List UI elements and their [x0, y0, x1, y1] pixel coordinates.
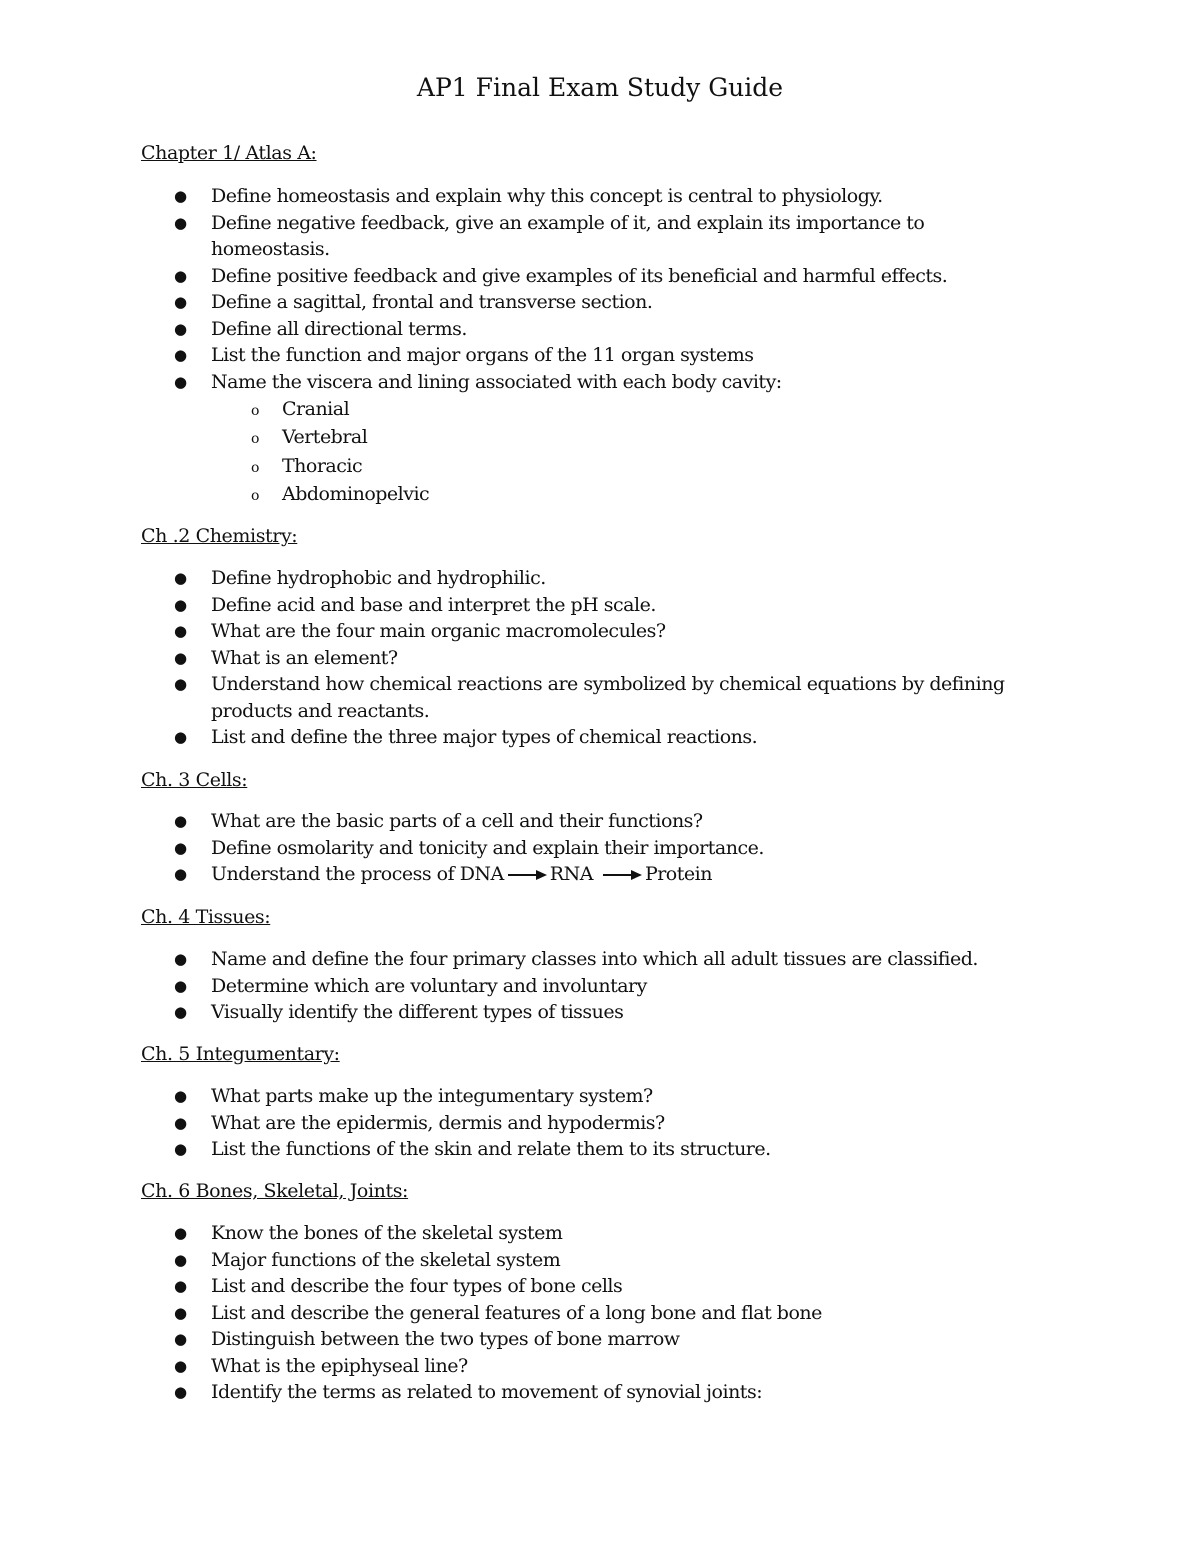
bullet-icon: ●	[174, 293, 187, 311]
bullet-icon: ●	[174, 569, 187, 587]
bullet-icon: ●	[174, 266, 187, 285]
bullet-list	[0, 565, 1200, 751]
section-heading: Ch. 5 Integumentary:	[141, 1043, 340, 1065]
list-item: ● What are the epidermis, dermis and hypodermis?	[0, 1110, 1041, 1137]
list-item: ● Distinguish between the two types of bone marrow	[0, 1326, 1041, 1353]
list-item: ● What are the basic parts of a cell and their functions?	[0, 808, 1041, 835]
bullet-icon: ●	[174, 1330, 187, 1348]
bullet-icon: ●	[174, 1087, 187, 1105]
bullet-icon: ●	[174, 622, 187, 640]
list-item-flow: ● Understand the process of DNA RNA Protein	[0, 861, 1041, 888]
page-title: AP1 Final Exam Study Guide	[416, 73, 784, 102]
list-item: ● What parts make up the integumentary system?	[0, 1083, 1041, 1110]
circle-bullet-icon: o	[251, 403, 259, 419]
section-heading: Ch. 6 Bones, Skeletal, Joints:	[141, 1180, 409, 1202]
bullet-icon: ●	[174, 1383, 187, 1401]
sub-list-item: o Vertebral	[0, 423, 982, 451]
flow-step: DNA	[459, 863, 504, 885]
list-item: ● What is the epiphyseal line?	[0, 1353, 1041, 1380]
sub-list-item: o Abdominopelvic	[0, 480, 982, 508]
sub-list-item: o Cranial	[0, 395, 982, 423]
bullet-icon: ●	[174, 1003, 187, 1021]
section-heading: Ch. 3 Cells:	[141, 769, 248, 791]
bullet-icon: ●	[174, 372, 187, 391]
bullet-icon: ●	[174, 595, 187, 614]
list-item: ● List the function and major organs of the 11 organ systems	[0, 342, 1041, 369]
list-item: ● Name and define the four primary classes into which all adult tissues are classified.	[0, 946, 1041, 973]
bullet-list	[0, 946, 1200, 1026]
bullet-icon: ●	[174, 812, 187, 830]
section-heading: Chapter 1/ Atlas A:	[141, 142, 317, 164]
list-item: ● Identify the terms as related to movement of synovial joints:	[0, 1379, 1041, 1406]
bullet-icon: ●	[174, 346, 187, 364]
list-item: ● Define hydrophobic and hydrophilic.	[0, 565, 1041, 592]
list-item: ● Know the bones of the skeletal system	[0, 1220, 1041, 1247]
bullet-icon: ●	[174, 1113, 187, 1132]
bullet-icon: ●	[174, 1277, 187, 1295]
circle-bullet-icon: o	[251, 459, 259, 476]
list-item: ● Understand how chemical reactions are symbolized by chemical equations by defining products and reactants.	[174, 673, 1005, 722]
bullet-icon: ●	[174, 950, 187, 968]
list-item: ● Define a sagittal, frontal and transverse section.	[0, 289, 1041, 316]
list-item: ● Visually identify the different types of tissues	[0, 999, 1041, 1026]
bullet-icon: ●	[174, 187, 187, 205]
bullet-list	[0, 1220, 1200, 1406]
list-item: ● List the functions of the skin and relate them to its structure.	[0, 1136, 1041, 1163]
list-item: ● Name the viscera and lining associated with each body cavity: o Cranial o Vertebral o Thoracic o Abdominopelvic	[0, 369, 1041, 509]
list-item: ● What is an element?	[0, 645, 1041, 672]
list-item: ● List and describe the general features of a long bone and flat bone	[0, 1300, 1041, 1327]
bullet-icon: ●	[174, 865, 187, 883]
list-item: ● Determine which are voluntary and involuntary	[0, 973, 1041, 1000]
bullet-icon: ●	[174, 1356, 187, 1375]
flow-step: Protein	[644, 863, 712, 885]
list-item: ● Define acid and base and interpret the pH scale.	[0, 592, 1041, 619]
bullet-icon: ●	[174, 838, 187, 857]
list-item: ● Major functions of the skeletal system	[0, 1247, 1041, 1274]
list-item: ● Define homeostasis and explain why this concept is central to physiology.	[0, 183, 1041, 210]
bullet-icon: ●	[174, 675, 187, 693]
bullet-icon: ●	[174, 1303, 187, 1322]
list-item: ● Define osmolarity and tonicity and explain their importance.	[0, 835, 1041, 862]
section-heading: Ch. 4 Tissues:	[141, 906, 271, 928]
bullet-icon: ●	[174, 648, 187, 667]
bullet-icon: ●	[174, 1250, 187, 1269]
bullet-icon: ●	[174, 213, 187, 232]
bullet-list	[0, 1083, 1200, 1163]
bullet-icon: ●	[174, 728, 187, 746]
list-item: ● List and describe the four types of bone cells	[0, 1273, 1041, 1300]
bullet-list	[0, 808, 1200, 888]
bullet-icon: ●	[174, 976, 187, 995]
list-item: ● List and define the three major types of chemical reactions.	[0, 724, 1041, 751]
list-item: ● Define all directional terms.	[0, 316, 1041, 343]
list-item: ● What are the four main organic macromolecules?	[0, 618, 1041, 645]
bullet-icon: ●	[174, 319, 187, 338]
circle-bullet-icon: o	[251, 487, 259, 504]
bullet-icon: ●	[174, 1224, 187, 1242]
flow-step: RNA	[549, 863, 593, 885]
list-item: ● Define positive feedback and give examples of its beneficial and harmful effects.	[0, 263, 1041, 290]
bullet-list	[0, 183, 1200, 508]
sub-list	[211, 395, 1041, 508]
sub-list-item: o Thoracic	[0, 452, 982, 480]
section-heading: Ch .2 Chemistry:	[141, 525, 298, 547]
arrow-right-icon	[601, 869, 643, 881]
circle-bullet-icon: o	[251, 431, 259, 448]
arrow-right-icon	[506, 869, 548, 881]
bullet-icon: ●	[174, 1140, 187, 1158]
list-item: ● Define negative feedback, give an example of it, and explain its importance to homeostasis.	[174, 211, 925, 260]
